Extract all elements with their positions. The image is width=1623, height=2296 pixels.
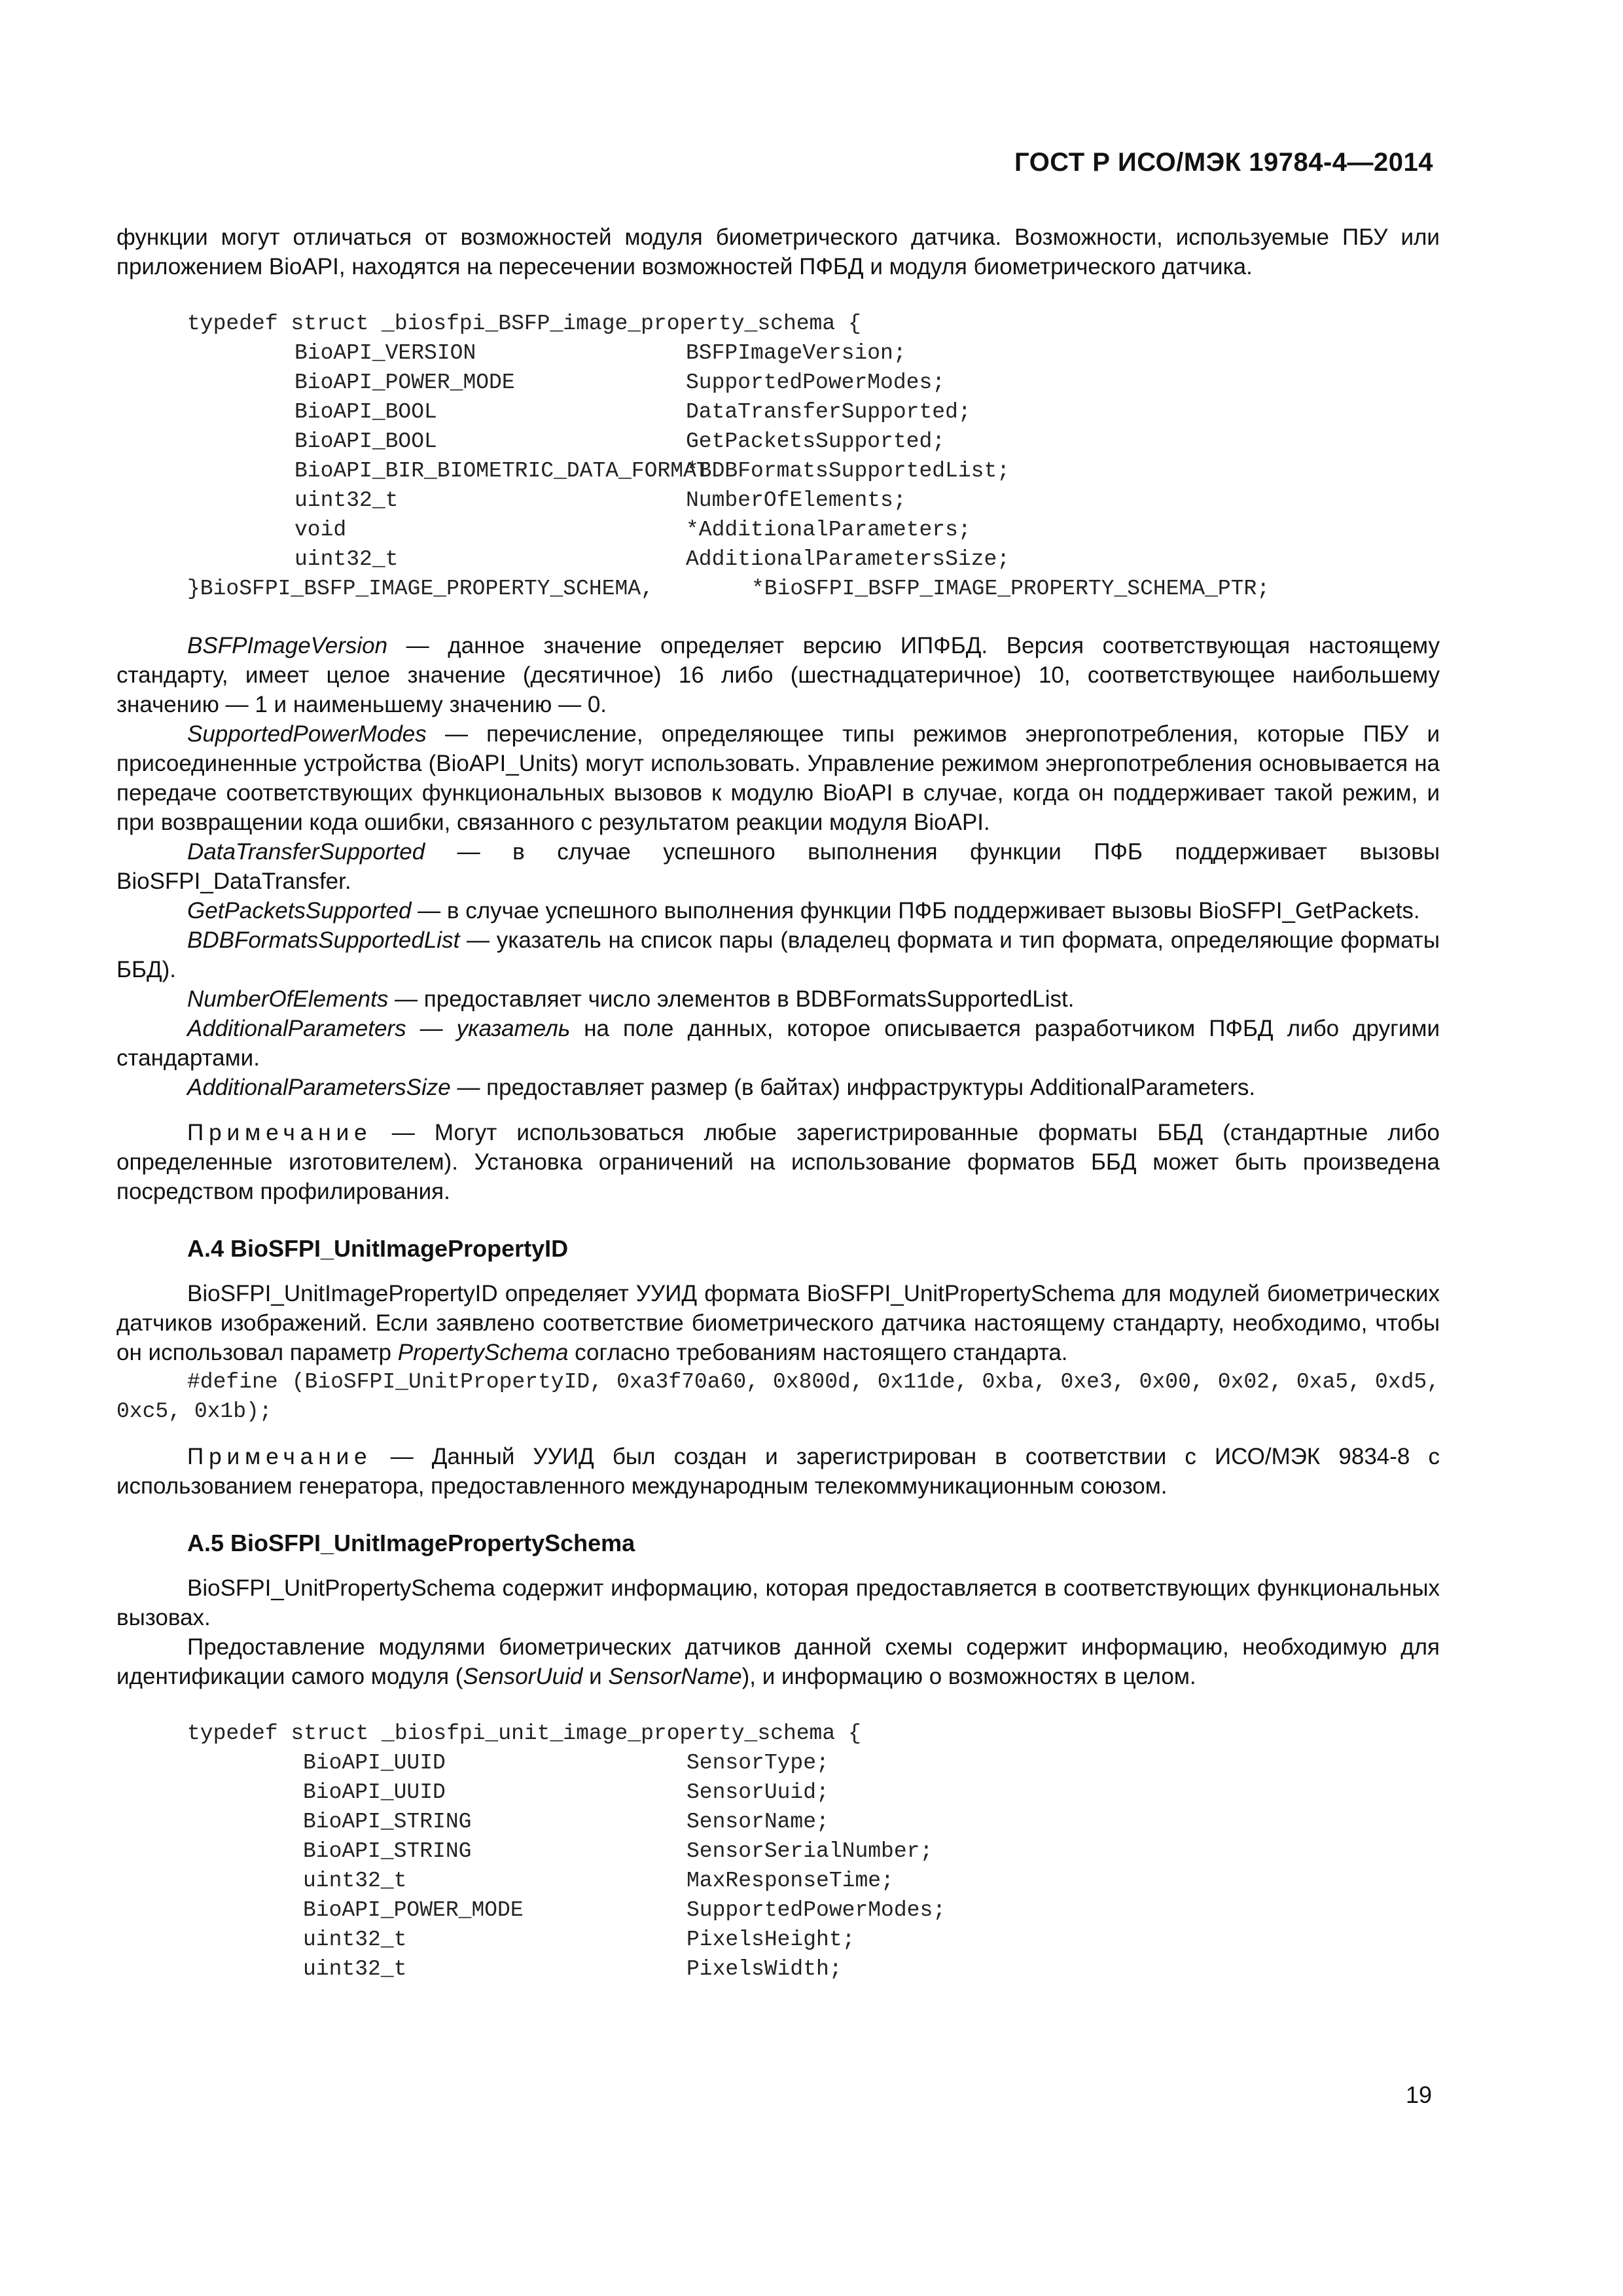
code-row: BioAPI_POWER_MODE SupportedPowerModes;: [294, 370, 946, 395]
code-row: BioAPI_BOOL GetPacketsSupported;: [294, 429, 946, 454]
section-heading-a4: А.4 BioSFPI_UnitImagePropertyID: [187, 1235, 569, 1262]
code-row: uint32_t AdditionalParametersSize;: [294, 547, 1010, 571]
document-header: ГОСТ Р ИСО/МЭК 19784-4—2014: [1014, 148, 1433, 177]
page-number: 19: [1405, 2081, 1432, 2108]
code-line: typedef struct _biosfpi_unit_image_property_schema {: [187, 1721, 861, 1746]
page-content: [116, 223, 1440, 1984]
note-paragraph: Примечание — Данный УУИД был создан и зарегистрирован в соответствии с ИСО/МЭК 9834-8 с использованием генератора, предоставленного международным телекоммуникационным союзом.: [116, 1444, 1440, 1499]
section-a5-paragraph: Предоставление модулями биометрических датчиков данной схемы содержит информацию, необходимую для идентификации самого модуля (SensorUuid и SensorName), и информацию о возможностях в целом.: [116, 1634, 1440, 1689]
code-row: BioAPI_UUID SensorType;: [303, 1751, 829, 1775]
code-block-image-property-schema: [116, 309, 1440, 603]
section-heading-a5: А.5 BioSFPI_UnitImagePropertySchema: [187, 1530, 635, 1556]
field-descriptions: [116, 631, 1440, 1102]
field-description: GetPacketsSupported — в случае успешного выполнения функции ПФБ поддерживает вызовы BioSFPI_GetPackets.: [187, 898, 1420, 924]
field-description: AdditionalParametersSize — предоставляет размер (в байтах) инфраструктуры AdditionalParameters.: [187, 1075, 1256, 1100]
field-description: BDBFormatsSupportedList — указатель на список пары (владелец формата и тип формата, определяющие форматы ББД).: [116, 927, 1440, 982]
code-row: uint32_t PixelsWidth;: [303, 1957, 842, 1981]
field-description: BSFPImageVersion — данное значение определяет версию ИПФБД. Версия соответствующая настоящему стандарту, имеет целое значение (десятичное) 16 либо (шестнадцатеричное) 10, соответствующее наибольшему значению — 1 и наименьшему значению — 0.: [116, 633, 1440, 717]
code-row: uint32_t PixelsHeight;: [303, 1928, 855, 1952]
section-a4-paragraph: BioSFPI_UnitImagePropertyID определяет УУИД формата BioSFPI_UnitPropertySchema для модулей биометрических датчиков изображений. Если заявлено соответствие биометрического датчика настоящему стандарту, необходимо, чтобы он использовал параметр PropertySchema согласно требованиям настоящего стандарта.: [116, 1281, 1440, 1365]
code-row: BioAPI_BIR_BIOMETRIC_DATA_FORMAT *BDBFormatsSupportedList;: [294, 459, 1010, 483]
field-description: AdditionalParameters — указатель на поле данных, которое описывается разработчиком ПФБД либо другими стандартами.: [116, 1016, 1440, 1071]
field-description: SupportedPowerModes — перечисление, определяющее типы режимов энергопотребления, которые ПБУ и присоединенные устройства (BioAPI_Units) могут использовать. Управление режимом энергопотребления основывается на передаче соответствующих функциональных вызовов к модулю BioAPI в случае, когда он поддерживает такой режим, и при возвращении кода ошибки, связанного с результатом реакции модуля BioAPI.: [116, 721, 1440, 835]
code-row: BioAPI_STRING SensorName;: [303, 1810, 829, 1834]
code-row: BioAPI_VERSION BSFPImageVersion;: [294, 341, 906, 365]
section-a5-paragraph: BioSFPI_UnitPropertySchema содержит информацию, которая предоставляется в соответствующих функциональных вызовах.: [116, 1575, 1440, 1630]
code-block-unit-property-schema: [116, 1719, 1440, 1984]
code-row: void *AdditionalParameters;: [294, 518, 971, 542]
code-row: BioAPI_UUID SensorUuid;: [303, 1780, 829, 1804]
define-statement: #define (BioSFPI_UnitPropertyID, 0xa3f70a60, 0x800d, 0x11de, 0xba, 0xe3, 0x00, 0x02, 0xa5, 0xd5, 0xc5, 0x1b);: [116, 1370, 1440, 1424]
code-row: uint32_t MaxResponseTime;: [303, 1869, 894, 1893]
intro-paragraph: функции могут отличаться от возможностей модуля биометрического датчика. Возможности, используемые ПБУ или приложением BioAPI, находятся на пересечении возможностей ПФБД и модуля биометрического датчика.: [116, 224, 1440, 279]
code-line: typedef struct _biosfpi_BSFP_image_property_schema {: [187, 312, 861, 336]
code-row: BioAPI_STRING SensorSerialNumber;: [303, 1839, 933, 1863]
code-row: uint32_t NumberOfElements;: [294, 488, 906, 512]
field-description: NumberOfElements — предоставляет число элементов в BDBFormatsSupportedList.: [187, 986, 1075, 1012]
code-row: BioAPI_BOOL DataTransferSupported;: [294, 400, 971, 424]
field-description: DataTransferSupported — в случае успешного выполнения функции ПФБ поддерживает вызовы BioSFPI_DataTransfer.: [116, 839, 1440, 894]
code-row: }BioSFPI_BSFP_IMAGE_PROPERTY_SCHEMA, *BioSFPI_BSFP_IMAGE_PROPERTY_SCHEMA_PTR;: [187, 577, 1270, 601]
note-paragraph: Примечание — Могут использоваться любые зарегистрированные форматы ББД (стандартные либо определенные изготовителем). Установка ограничений на использование форматов ББД может быть произведена посредством профилирования.: [116, 1120, 1440, 1204]
code-row: BioAPI_POWER_MODE SupportedPowerModes;: [303, 1898, 946, 1922]
